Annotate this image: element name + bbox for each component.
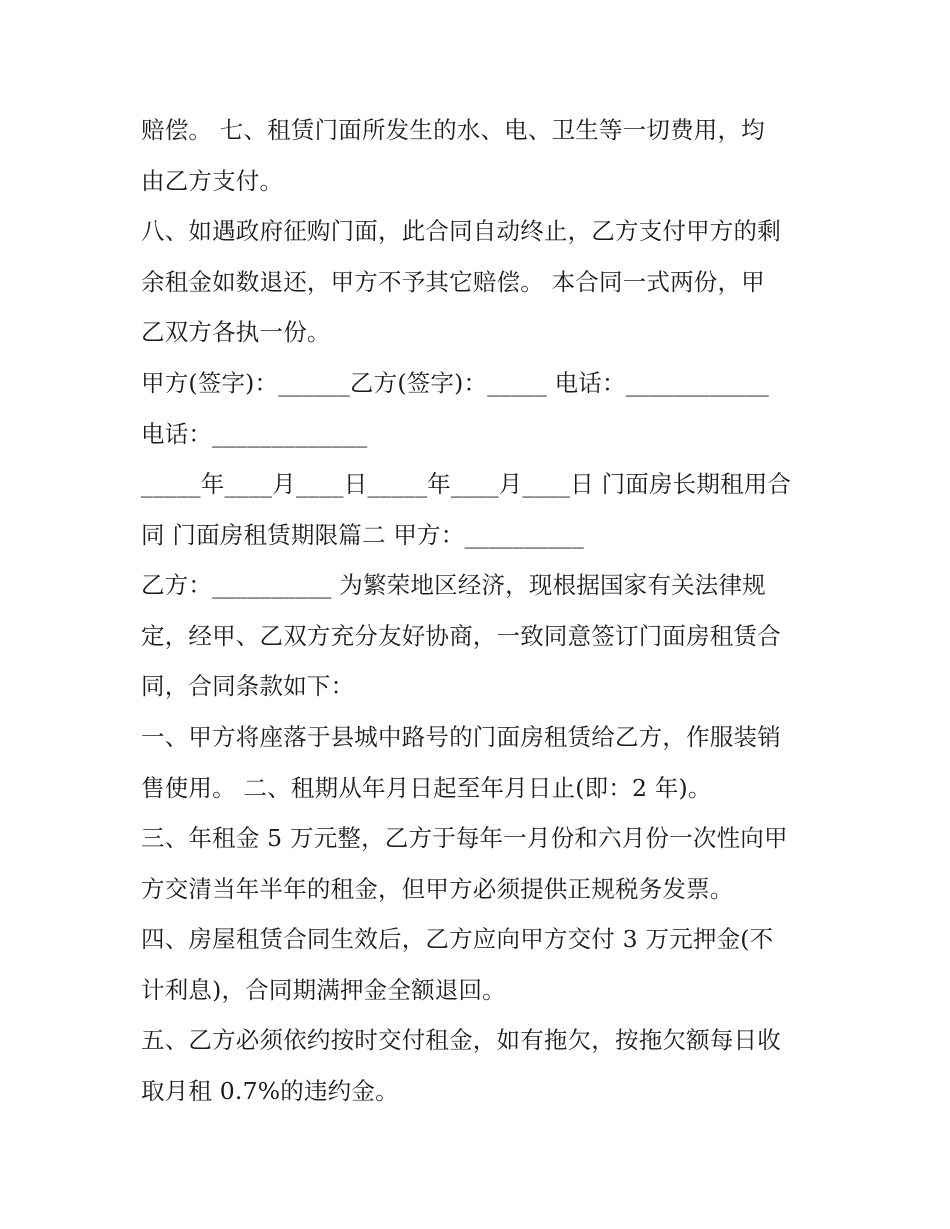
- text-line: 赔偿。 七、租赁门面所发生的水、电、卫生等一切费用，均: [141, 116, 765, 144]
- date-line: _____年____月____日_____年____月____日 门面房长期租用合: [141, 470, 792, 498]
- text-line: 由乙方支付。: [141, 167, 284, 195]
- text-line: 同 门面房租赁期限篇二 甲方：__________: [141, 521, 584, 549]
- text-line: 计利息)，合同期满押金全额退回。: [141, 976, 506, 1004]
- text-line: 乙双方各执一份。: [141, 318, 331, 346]
- text-line: 八、如遇政府征购门面，此合同自动终止，乙方支付甲方的剩: [141, 217, 781, 245]
- text-line: 三、年租金 5 万元整，乙方于每年一月份和六月份一次性向甲: [141, 824, 788, 852]
- text-line: 方交清当年半年的租金，但甲方必须提供正规税务发票。: [141, 875, 734, 903]
- text-line: 四、房屋租赁合同生效后，乙方应向甲方交付 3 万元押金(不: [141, 925, 774, 953]
- text-line: 取月租 0.7%的违约金。: [141, 1077, 399, 1105]
- text-line: 一、甲方将座落于县城中路号的门面房租赁给乙方，作服装销: [141, 723, 781, 751]
- text-line: 定，经甲、乙双方充分友好协商，一致同意签订门面房租赁合: [141, 622, 781, 650]
- phone-line: 电话：_____________: [141, 420, 368, 448]
- text-line: 余租金如数退还，甲方不予其它赔偿。 本合同一式两份，甲: [141, 268, 765, 296]
- signature-line: 甲方(签字)：______乙方(签字)：_____ 电话：____________: [141, 369, 770, 397]
- text-line: 五、乙方必须依约按时交付租金，如有拖欠，按拖欠额每日收: [141, 1026, 781, 1054]
- text-line: 售使用。 二、租期从年月日起至年月日止(即：2 年)。: [141, 774, 712, 802]
- text-line: 乙方：__________ 为繁荣地区经济，现根据国家有关法律规: [141, 571, 766, 599]
- text-line: 同，合同条款如下：: [141, 672, 355, 700]
